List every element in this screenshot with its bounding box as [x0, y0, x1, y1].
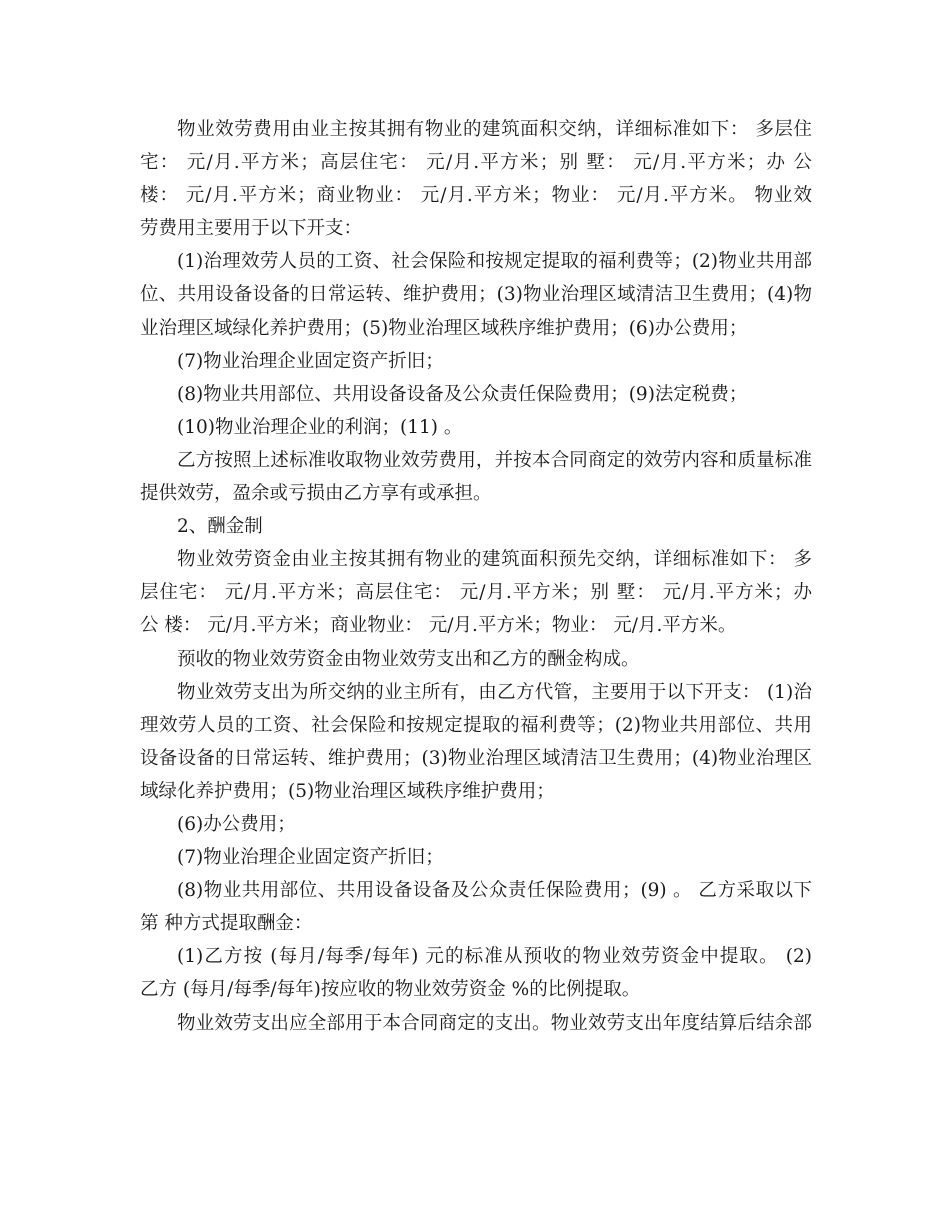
text-line: (8)物业共用部位、共用设备设备及公众责任保险费用；(9) 。 乙方采取以下 [177, 880, 812, 902]
text-line: 预收的物业效劳资金由物业效劳支出和乙方的酬金构成。 [177, 648, 640, 670]
text-line: 域绿化养护费用；(5)物业治理区域秩序维护费用； [140, 780, 555, 802]
text-line: 乙方 (每月/每季/每年)按应收的物业效劳资金 %的比例提取。 [140, 979, 641, 1001]
text-line: 位、共用设备设备的日常运转、维护费用；(3)物业治理区域清洁卫生费用；(4)物 [140, 284, 812, 306]
text-line: 物业效劳支出为所交纳的业主所有，由乙方代管，主要用于以下开支： (1)治 [177, 681, 812, 703]
document-body [140, 113, 812, 1040]
text-line: 物业效劳费用由业主按其拥有物业的建筑面积交纳，详细标准如下： 多层住 [177, 119, 812, 140]
text-line: (8)物业共用部位、共用设备设备及公众责任保险费用；(9)法定税费； [177, 383, 748, 405]
text-line: (7)物业治理企业固定资产折旧； [177, 847, 444, 869]
text-line: (7)物业治理企业固定资产折旧； [177, 350, 444, 372]
text-line: 物业效劳支出应全部用于本合同商定的支出。物业效劳支出年度结算后结余部 [177, 1012, 812, 1034]
text-line: 层住宅： 元/月.平方米；高层住宅： 元/月.平方米；别 墅： 元/月.平方米；办 [140, 582, 812, 604]
text-line: 理效劳人员的工资、社会保险和按规定提取的福利费等；(2)物业共用部位、共用 [140, 714, 812, 736]
text-line: 提供效劳，盈余或亏损由乙方享有或承担。 [140, 483, 492, 505]
text-line: (1)乙方按 (每月/每季/每年) 元的标准从预收的物业效劳资金中提取。 (2) [177, 946, 812, 968]
text-line: 业治理区域绿化养护费用；(5)物业治理区域秩序维护费用；(6)办公费用； [140, 317, 748, 339]
text-line: 物业效劳资金由业主按其拥有物业的建筑面积预先交纳，详细标准如下： 多 [177, 549, 812, 571]
text-line: 第 种方式提取酬金： [140, 913, 313, 935]
text-line: (6)办公费用； [177, 813, 296, 835]
text-line: 乙方按照上述标准收取物业效劳费用，并按本合同商定的效劳内容和质量标准 [177, 449, 812, 471]
text-line: (10)物业治理企业的利润；(11) 。 [177, 416, 463, 438]
section-heading: 2、酬金制 [177, 516, 263, 538]
text-line: (1)治理效劳人员的工资、社会保险和按规定提取的福利费等；(2)物业共用部 [177, 251, 812, 273]
text-line: 劳费用主要用于以下开支： [140, 218, 363, 240]
text-line: 公 楼： 元/月.平方米；商业物业： 元/月.平方米；物业： 元/月.平方米。 [140, 615, 737, 637]
text-line: 设备设备的日常运转、维护费用；(3)物业治理区域清洁卫生费用；(4)物业治理区 [140, 747, 812, 769]
text-line: 宅： 元/月.平方米；高层住宅： 元/月.平方米；别 墅： 元/月.平方米；办 公 [140, 152, 812, 174]
text-line: 楼： 元/月.平方米；商业物业： 元/月.平方米；物业： 元/月.平方米。 物业效 [140, 185, 812, 207]
